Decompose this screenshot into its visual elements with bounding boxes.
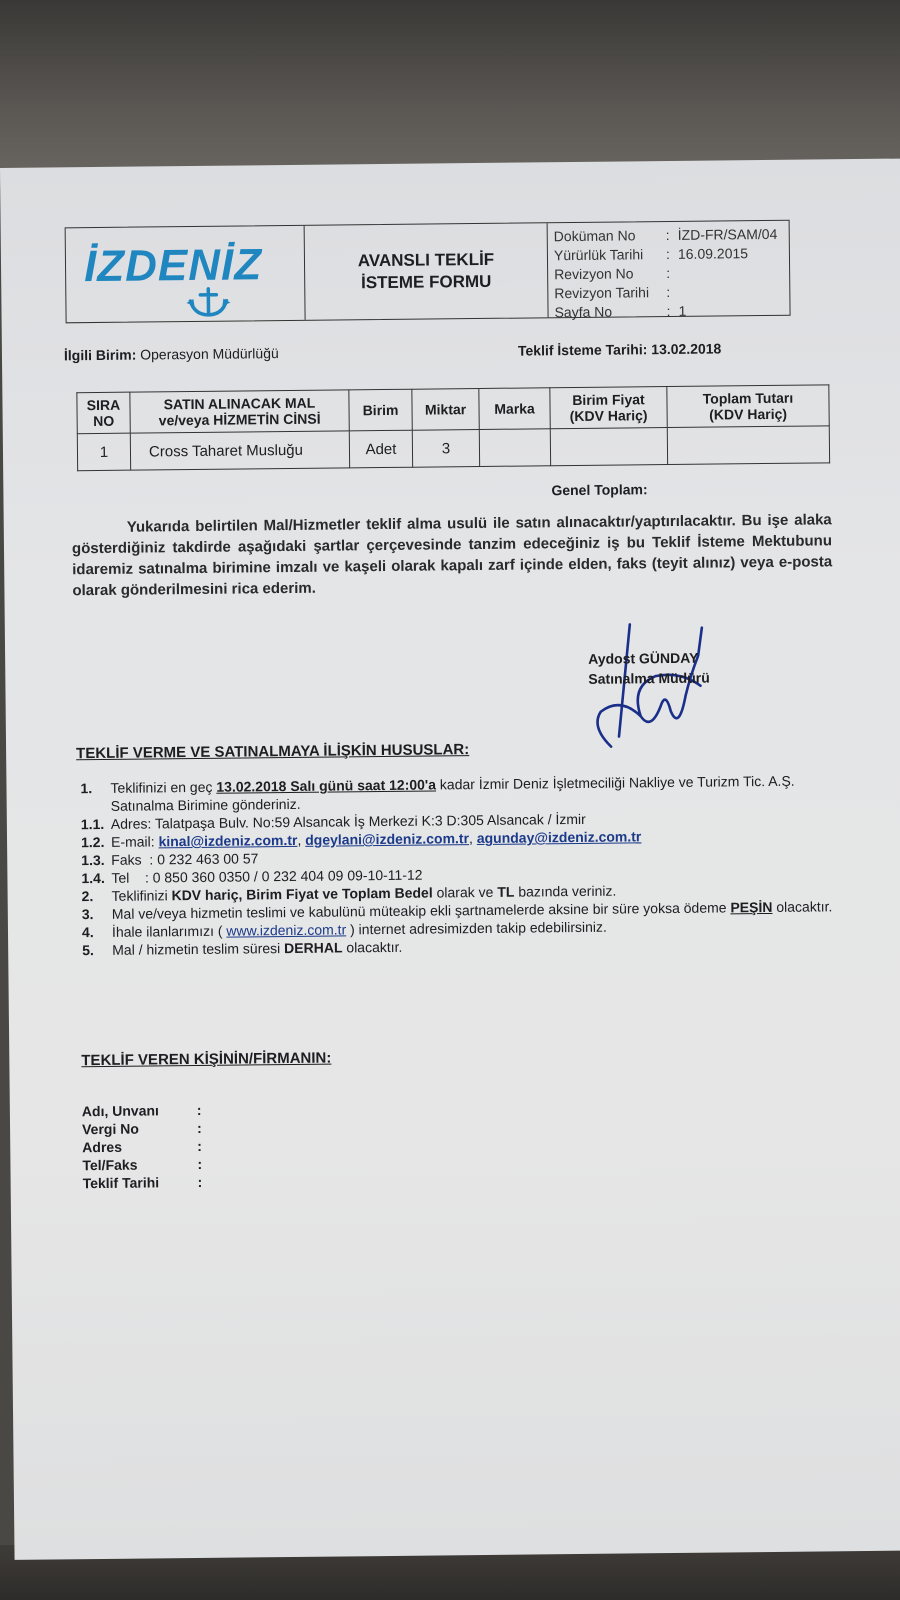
deadline-text: 13.02.2018 Salı günü saat 12:00'a [216, 776, 437, 795]
meta-label: Revizyon No [554, 265, 634, 283]
col-birim: Birim [349, 389, 412, 431]
list-item: 1. Teklifinizi en geç 13.02.2018 Salı günü saat 12:00'a kadar İzmir Deniz İşletmeciliği Nakliye ve Turizm Tic. A.Ş. Satınalma Birimine gönderiniz. [80, 772, 795, 814]
bidder-form [82, 1101, 203, 1192]
cell-qty: 3 [412, 429, 479, 467]
meta-row: Sayfa No : 1 [554, 302, 687, 321]
col-total: Toplam Tutarı (KDV Hariç) [667, 385, 829, 428]
address-text: Adres: Talatpaşa Bulv. No:59 Alsancak İş Merkezi K:3 D:305 Alsancak / İzmir [110, 810, 586, 832]
list-item: 1.2. E-mail: kinal@izdeniz.com.tr, dgeylani@izdeniz.com.tr, agunday@izdeniz.com.tr [80, 828, 642, 851]
meta-row: Doküman No : İZD-FR/SAM/04 [553, 225, 778, 245]
meta-label: Doküman No [553, 227, 636, 245]
col-unit-price: Birim Fiyat (KDV Hariç) [550, 387, 667, 429]
form-title [305, 223, 549, 320]
request-date-label: Teklif İsteme Tarihi: [517, 341, 648, 359]
unit-line [64, 345, 279, 363]
col-item: SATIN ALINACAK MAL ve/veya HİZMETİN CİNSİ [130, 390, 349, 433]
list-item: 2. Teklifinizi KDV hariç, Birim Fiyat ve Toplam Bedel olarak ve TL bazında veriniz. [81, 882, 617, 905]
meta-label: Sayfa No [554, 303, 613, 321]
cell-price [550, 428, 667, 466]
unit-label: İlgili Birim: [63, 346, 137, 364]
cell-unit: Adet [349, 430, 412, 468]
list-item: 1.4. Tel : 0 850 360 0350 / 0 232 404 09 09-10-11-12 [81, 861, 841, 887]
cell-brand [479, 429, 550, 467]
meta-value: İZD-FR/SAM/04 [677, 225, 778, 243]
bidder-field-offer-date: Teklif Tarihi : [82, 1173, 203, 1192]
document-meta [548, 221, 790, 321]
bidder-field-name: Adı, Unvanı : [81, 1101, 202, 1120]
meta-row: Yürürlük Tarihi : 16.09.2015 [553, 245, 749, 264]
request-paragraph-text: Yukarıda belirtilen Mal/Hizmetler teklif alma usulü ile satın alınacaktır/yaptırılacaktır. Bu işe alaka gösterdiğiniz takdirde aşağıdaki şartlar çerçevesinde tanzim edeceğiniz iş bu Teklif İsteme Mektubunu idaremiz satınalma birimine imzalı ve kaşeli olarak kapalı zarf içinde elden, faks (teyit alınız) veya e-posta olarak gönderilmesini rica ederim. [71, 511, 833, 600]
signatory-title: Satınalma Müdürü [588, 669, 710, 687]
meta-label: Revizyon Tarihi [554, 284, 650, 302]
phone-text: Tel : 0 850 360 0350 / 0 232 404 09 09-10-11-12 [111, 866, 423, 886]
request-date-line [518, 340, 722, 358]
col-marka: Marka [479, 388, 550, 430]
bidder-title: TEKLİF VEREN KİŞİNİN/FİRMANIN: [81, 1049, 332, 1070]
form-title-line1: AVANSLI TEKLİF [357, 249, 495, 271]
cell-total [667, 426, 829, 465]
list-item: 5. Mal / hizmetin teslim süresi DERHAL olacaktır. [82, 938, 403, 959]
email-link-dgeylani[interactable]: dgeylani@izdeniz.com.tr [305, 830, 470, 848]
meta-value: 16.09.2015 [677, 245, 749, 262]
table-row [77, 426, 829, 471]
col-sira: SIRA NO [77, 392, 130, 434]
bidder-field-address: Adres : [82, 1137, 203, 1156]
desk-background [0, 0, 900, 185]
list-item: 1.1. Adres: Talatpaşa Bulv. No:59 Alsancak İş Merkezi K:3 D:305 Alsancak / İzmir [81, 807, 841, 833]
form-header [65, 220, 791, 324]
website-link[interactable]: www.izdeniz.com.tr [226, 921, 347, 939]
meta-row: Revizyon Tarihi : [554, 283, 671, 302]
bidder-field-phone-fax: Tel/Faks : [82, 1155, 203, 1174]
unit-value: Operasyon Müdürlüğü [140, 345, 279, 363]
cell-item: Cross Taharet Musluğu [130, 431, 349, 470]
bidder-field-tax-no: Vergi No : [81, 1119, 202, 1138]
terms-list [80, 771, 842, 959]
list-item: 3. Mal ve/veya hizmetin teslimi ve kabulünü müteakip ekli şartnamelerde aksine bir süre yoksa ödeme PEŞİN olacaktır. [81, 898, 833, 923]
terms-title: TEKLİF VERME VE SATINALMAYA İLİŞKİN HUSUSLAR: [76, 741, 470, 763]
list-item: 4. İhale ilanlarımızı ( www.izdeniz.com.tr ) internet adresimizden takip edebilirsiniz. [81, 918, 607, 941]
signatory [588, 648, 710, 689]
logo-text: İZDENİZ [83, 240, 263, 292]
anchor-icon [184, 287, 232, 320]
col-miktar: Miktar [412, 388, 479, 430]
meta-row: Revizyon No : [554, 264, 671, 283]
items-table [76, 384, 830, 471]
email-link-agunday[interactable]: agunday@izdeniz.com.tr [476, 828, 642, 847]
request-paragraph [72, 509, 833, 601]
company-logo [66, 226, 306, 322]
grand-total-label: Genel Toplam: [551, 481, 648, 499]
signatory-name: Aydost GÜNDAY [588, 649, 699, 667]
request-date-value: 13.02.2018 [651, 340, 722, 358]
list-item: 1.3. Faks : 0 232 463 00 57 [81, 843, 841, 869]
cell-no: 1 [77, 433, 130, 471]
fax-text: Faks : 0 232 463 00 57 [111, 850, 259, 868]
document-page [0, 159, 900, 1560]
meta-label: Yürürlük Tarihi [553, 246, 644, 264]
form-title-line2: İSTEME FORMU [360, 271, 492, 293]
meta-value: 1 [678, 302, 687, 319]
email-link-kinal[interactable]: kinal@izdeniz.com.tr [158, 831, 298, 850]
